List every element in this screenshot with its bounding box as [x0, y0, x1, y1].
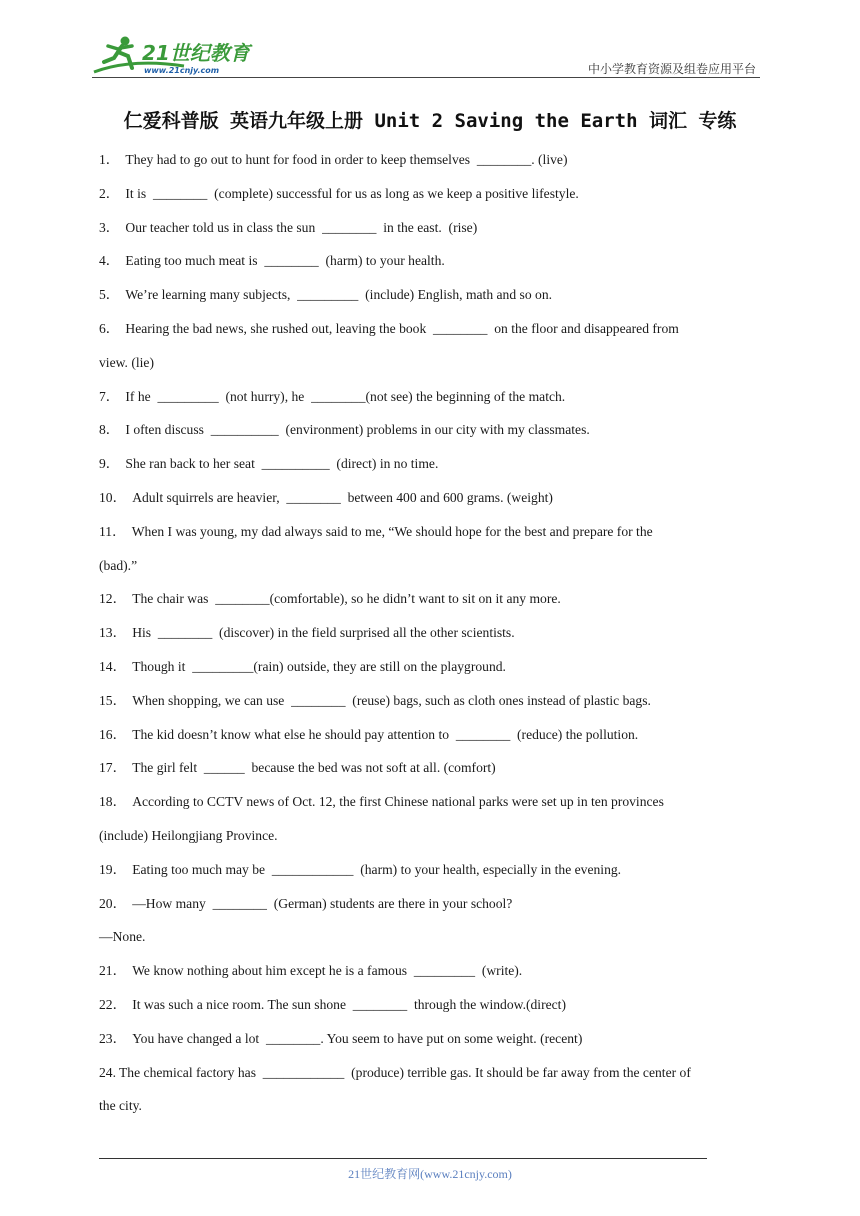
- question-item: [99, 211, 764, 245]
- question-item: [99, 650, 764, 684]
- question-text: According to CCTV news of Oct. 12, the first Chinese national parks were set up in ten provinces: [132, 794, 664, 810]
- question-number: 2．: [99, 185, 120, 201]
- question-item: [99, 751, 764, 785]
- question-item: [99, 684, 764, 718]
- question-number: 12．: [99, 591, 127, 607]
- question-number: 10．: [99, 489, 127, 505]
- question-item: [99, 177, 764, 211]
- question-item: [99, 988, 764, 1022]
- question-number: 8．: [99, 422, 120, 438]
- question-text: Eating too much may be ____________ (harm) to your health, especially in the evening.: [132, 861, 622, 877]
- site-logo: [92, 32, 262, 78]
- question-continuation: [99, 1089, 764, 1123]
- question-text: Adult squirrels are heavier, ________ between 400 and 600 grams. (weight): [132, 489, 553, 505]
- question-text: When I was young, my dad always said to me, “We should hope for the best and prepare for the: [131, 523, 653, 539]
- question-number: 19．: [99, 861, 127, 877]
- question-continuation: [99, 920, 764, 954]
- question-item: [99, 785, 764, 819]
- question-text: (bad).”: [99, 557, 138, 573]
- question-text: I often discuss __________ (environment) problems in our city with my classmates.: [125, 422, 590, 438]
- question-item: [99, 718, 764, 752]
- question-text: Eating too much meat is ________ (harm) to your health.: [125, 253, 445, 269]
- question-text: It is ________ (complete) successful for us as long as we keep a positive lifestyle.: [125, 185, 579, 201]
- logo-text: 21世纪教育: [142, 41, 250, 65]
- question-number: 22．: [99, 996, 127, 1012]
- header-divider: [92, 77, 760, 78]
- footer-text: 21世纪教育网(www.21cnjy.com): [348, 1167, 512, 1181]
- question-item: [99, 447, 764, 481]
- question-item: [99, 954, 764, 988]
- question-number: 4．: [99, 253, 120, 269]
- question-number: 18．: [99, 794, 127, 810]
- question-number: 6．: [99, 320, 120, 336]
- question-number: 3．: [99, 219, 120, 235]
- question-item: [99, 853, 764, 887]
- question-text: The kid doesn’t know what else he should pay attention to ________ (reduce) the pollution.: [132, 726, 639, 742]
- question-number: 17．: [99, 760, 127, 776]
- question-text: It was such a nice room. The sun shone ________ through the window.(direct): [132, 996, 566, 1012]
- question-number: 20．: [99, 895, 127, 911]
- question-text: They had to go out to hunt for food in order to keep themselves ________. (live): [125, 152, 568, 167]
- question-item: [99, 481, 764, 515]
- question-list: [99, 143, 764, 1123]
- question-text: The chemical factory has ____________ (produce) terrible gas. It should be far away from the center of: [119, 1064, 691, 1080]
- question-text: view. (lie): [99, 354, 154, 370]
- question-item: [99, 515, 764, 549]
- question-item: [99, 244, 764, 278]
- question-number: 16．: [99, 726, 127, 742]
- question-item: [99, 380, 764, 414]
- page-header: [92, 30, 760, 80]
- question-text: —How many ________ (German) students are there in your school?: [132, 895, 513, 911]
- question-number: 5．: [99, 287, 120, 303]
- question-item: [99, 278, 764, 312]
- header-platform-text: 中小学教育资源及组卷应用平台: [587, 62, 756, 76]
- question-text: (include) Heilongjiang Province.: [99, 827, 278, 843]
- question-text: Hearing the bad news, she rushed out, leaving the book ________ on the floor and disappeared from: [125, 320, 679, 336]
- question-text: The chair was ________(comfortable), so he didn’t want to sit on it any more.: [132, 591, 561, 607]
- question-text: The girl felt ______ because the bed was not soft at all. (comfort): [132, 760, 496, 776]
- footer-divider: [99, 1158, 707, 1159]
- question-text: —None.: [99, 929, 146, 945]
- question-item: [99, 1056, 764, 1090]
- question-text: If he _________ (not hurry), he ________(not see) the beginning of the match.: [125, 388, 566, 404]
- question-text: You have changed a lot ________. You seem to have put on some weight. (recent): [132, 1030, 583, 1046]
- question-text: When shopping, we can use ________ (reuse) bags, such as cloth ones instead of plastic bags.: [132, 692, 651, 708]
- question-item: [99, 582, 764, 616]
- question-number: 14．: [99, 658, 127, 674]
- question-item: [99, 1022, 764, 1056]
- question-text: We know nothing about him except he is a famous _________ (write).: [132, 963, 523, 979]
- question-number: 15．: [99, 692, 127, 708]
- question-item: [99, 887, 764, 921]
- question-text: We’re learning many subjects, _________ (include) English, math and so on.: [125, 287, 553, 303]
- question-number: 9．: [99, 456, 120, 472]
- logo-url: www.21cnjy.com: [144, 66, 220, 75]
- document-title: 仁爱科普版 英语九年级上册 Unit 2 Saving the Earth 词汇 专练: [123, 110, 737, 132]
- question-number: 24.: [99, 1064, 116, 1080]
- question-number: 7．: [99, 388, 120, 404]
- question-text: She ran back to her seat __________ (direct) in no time.: [125, 456, 439, 472]
- question-number: 13．: [99, 625, 127, 641]
- question-continuation: [99, 549, 764, 583]
- question-number: 23．: [99, 1030, 127, 1046]
- question-continuation: [99, 346, 764, 380]
- question-item: [99, 143, 764, 177]
- question-number: 21．: [99, 963, 127, 979]
- question-item: [99, 312, 764, 346]
- question-text: His ________ (discover) in the field surprised all the other scientists.: [132, 625, 515, 641]
- question-text: Though it _________(rain) outside, they are still on the playground.: [132, 658, 506, 674]
- question-text: the city.: [99, 1098, 142, 1114]
- question-continuation: [99, 819, 764, 853]
- question-item: [99, 413, 764, 447]
- question-text: Our teacher told us in class the sun ________ in the east. (rise): [125, 219, 478, 235]
- question-item: [99, 616, 764, 650]
- question-number: 1．: [99, 152, 120, 167]
- runner-logo-icon: [92, 32, 262, 78]
- question-number: 11．: [99, 523, 126, 539]
